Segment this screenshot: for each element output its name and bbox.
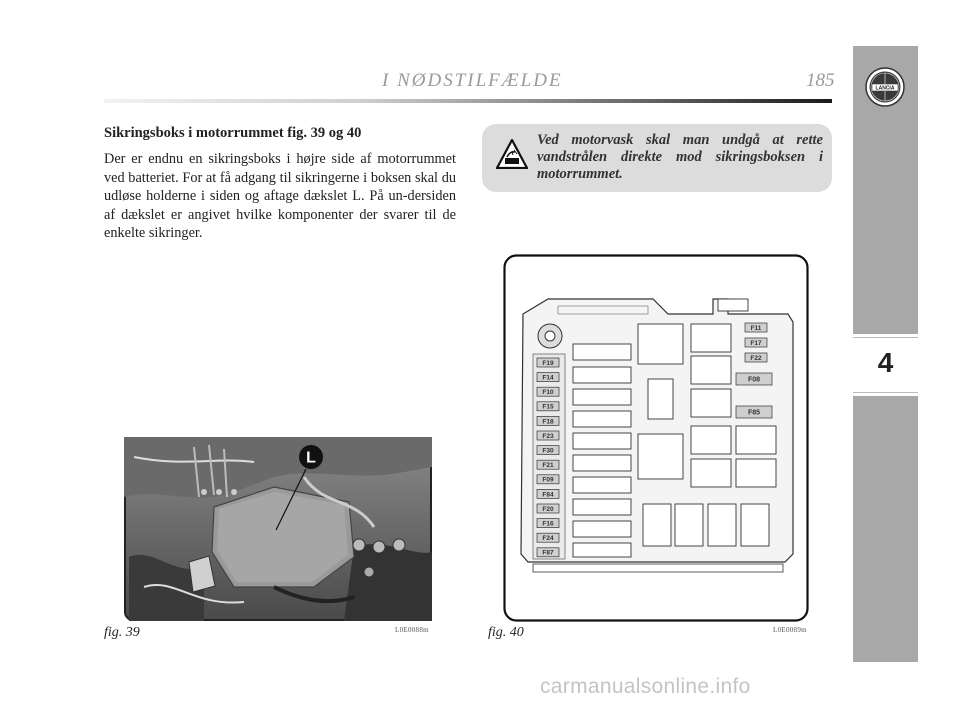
fuse-f30 (537, 446, 559, 455)
chapter-number: 4 (877, 347, 894, 378)
svg-text:F17: F17 (750, 339, 762, 347)
warning-box (482, 124, 832, 192)
svg-text:F08: F08 (747, 376, 761, 384)
fuse-f18 (537, 416, 559, 425)
svg-text:F23: F23 (542, 432, 554, 440)
svg-text:F30: F30 (542, 447, 554, 455)
svg-text:F11: F11 (750, 324, 762, 332)
fig39-caption: fig. 39 (104, 625, 140, 640)
fuse-f09 (537, 475, 559, 484)
fuse-f16 (537, 519, 559, 528)
fuse-f22 (745, 353, 767, 362)
svg-text:F85: F85 (747, 409, 761, 417)
fuse-f17 (745, 338, 767, 347)
fuse-f84 (537, 489, 559, 498)
warning-text: Ved motorvask skal man undgå at rette vandstrålen direkte mod sikringsboksen i motorrummet. (537, 132, 823, 182)
fuse-f11 (745, 323, 767, 332)
svg-text:F09: F09 (542, 476, 554, 484)
fuse-f10 (537, 387, 559, 396)
svg-text:F19: F19 (542, 359, 554, 367)
page-number: 185 (806, 70, 835, 91)
fuse-f85 (736, 406, 772, 418)
section-body-text: Der er endnu en sikringsboks i højre side af motorrummet ved batteriet. For at få adgang til sikringerne i boksen skal du udløse holderne i siden og aftage dækslet L. På un-dersiden af dækslet er angivet hvilke komponenter der svarer til de enkelte sikringer. (104, 151, 456, 242)
fuse-f87 (537, 548, 559, 557)
svg-text:F24: F24 (542, 535, 554, 543)
svg-text:F87: F87 (542, 549, 554, 557)
svg-text:F14: F14 (542, 374, 554, 382)
fuse-f19 (537, 358, 559, 367)
svg-text:F84: F84 (542, 491, 554, 499)
fuse-f08 (736, 373, 772, 385)
fuse-f20 (537, 504, 559, 513)
svg-text:F20: F20 (542, 505, 554, 513)
header-rule (104, 99, 832, 103)
svg-text:F18: F18 (542, 418, 554, 426)
chapter-tab-bottom (853, 396, 918, 662)
fuse-f23 (537, 431, 559, 440)
watermark-text: carmanualsonline.info (540, 675, 751, 698)
svg-text:F10: F10 (542, 389, 554, 397)
fig40-caption: fig. 40 (488, 625, 524, 640)
section-heading: Sikringsboks i motorrummet fig. 39 og 40 (104, 125, 362, 141)
engine-compartment-photo (124, 437, 432, 621)
fuse-box-diagram (503, 254, 809, 622)
engine-wash-warning-icon (496, 139, 528, 169)
svg-text:F22: F22 (750, 354, 762, 362)
lancia-logo-icon (864, 66, 906, 108)
svg-text:F21: F21 (542, 462, 554, 470)
fig39-code: L0E0088m (395, 626, 429, 634)
fig39-callout-label: L (306, 449, 316, 467)
running-header-title: I NØDSTILFÆLDE (382, 70, 563, 91)
logo-lettering: LANCIA (875, 85, 895, 92)
fuse-f21 (537, 460, 559, 469)
fuse-f14 (537, 373, 559, 382)
fuse-f24 (537, 533, 559, 542)
svg-text:F15: F15 (542, 403, 554, 411)
fuse-f15 (537, 402, 559, 411)
svg-text:F16: F16 (542, 520, 554, 528)
fig40-code: L0E0089m (773, 626, 807, 634)
